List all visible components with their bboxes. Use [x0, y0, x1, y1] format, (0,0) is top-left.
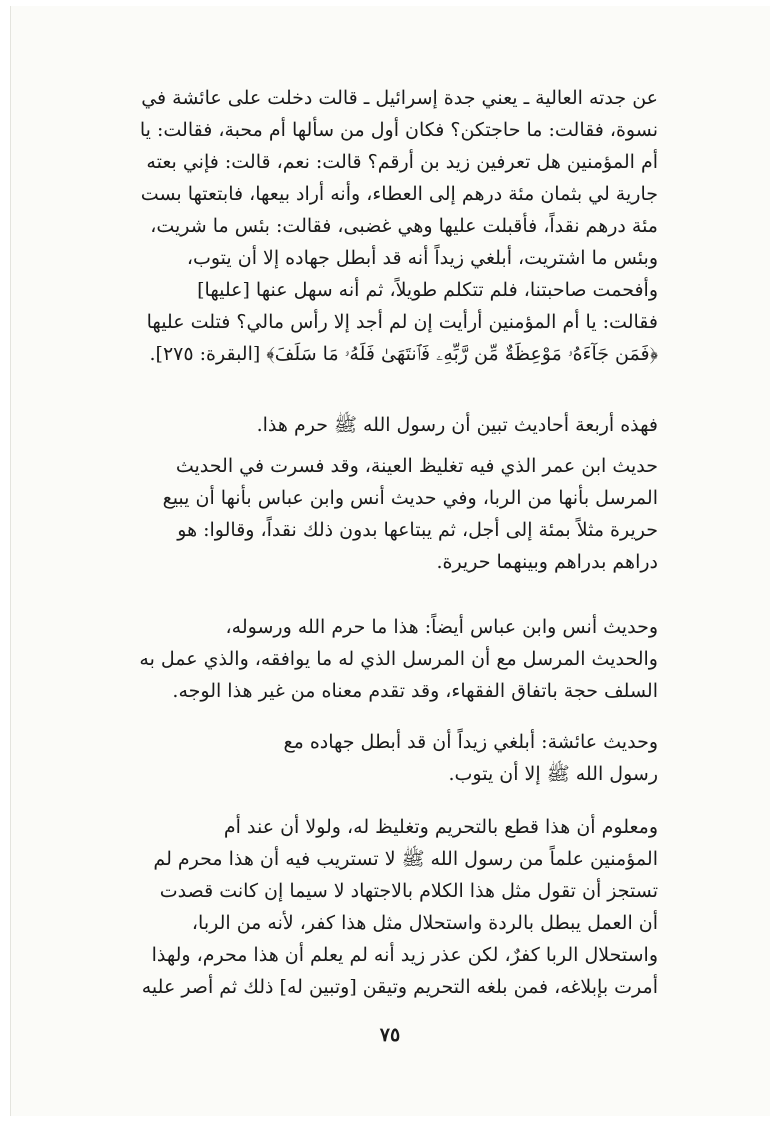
text-line: فهذه أربعة أحاديث تبين أن رسول الله ﷺ حرم هذا.: [256, 414, 658, 436]
text-line: أمرت بإبلاغه، فمن بلغه التحريم وتيقن [وتبين له] ذلك ثم أصر عليه: [141, 976, 658, 998]
text-line: حريرة مثلاً بمئة إلى أجل، ثم يبتاعها بدون ذلك نقداً، وقالوا: هو: [177, 519, 658, 541]
text-line: ومعلوم أن هذا قطع بالتحريم وتغليظ له، ولولا أن عند أم: [223, 816, 658, 838]
text-line: وبئس ما اشتريت، أبلغي زيداً أنه قد أبطل جهاده إلا أن يتوب،: [186, 247, 658, 269]
text-line: مئة درهم نقداً، فأقبلت عليها وهي غضبى، فقالت: بئس ما شريت،: [150, 215, 658, 237]
paragraph-prohibition-ruling: [118, 811, 658, 1003]
text-line: المؤمنين علماً من رسول الله ﷺ لا تستريب فيه أن هذا محرم لم: [153, 848, 658, 870]
paragraph-anas-ibn-abbas: [118, 611, 658, 707]
quran-verse-line: ﴿فَمَن جَآءَهُۥ مَوْعِظَةٌ مِّن رَّبِّهِۦ فَٱنتَهَىٰ فَلَهُۥ مَا سَلَفَ﴾ [البقرة: ٢٧٥].: [149, 343, 658, 365]
page-number: ٧٥: [379, 1024, 401, 1046]
text-line: دراهم بدراهم وبينهما حريرة.: [436, 551, 658, 573]
text-line: نسوة، فقالت: ما حاجتكن؟ فكان أول من سألها أم محبة، فقالت: يا: [139, 119, 658, 141]
paragraph-ibn-umar-hadith: [118, 450, 658, 578]
paragraph-hadith-aisha-story: [118, 82, 658, 370]
text-line: تستجز أن تقول مثل هذا الكلام بالاجتهاد لا سيما إن كانت قصدت: [159, 880, 658, 902]
text-line: أن العمل يبطل بالردة واستحلال مثل هذا كفر، لأنه من الربا،: [191, 912, 658, 934]
paragraph-four-hadiths: [118, 409, 658, 441]
text-line: السلف حجة باتفاق الفقهاء، وقد تقدم معناه من غير هذا الوجه.: [172, 680, 658, 702]
text-line: أم المؤمنين هل تعرفين زيد بن أرقم؟ قالت: نعم، قالت: فإني بعته: [146, 151, 658, 173]
text-line: رسول الله ﷺ إلا أن يتوب.: [448, 763, 658, 785]
text-line: وحديث عائشة: أبلغي زيداً أن قد أبطل جهاده مع: [283, 731, 658, 753]
text-line: وأفحمت صاحبتنا، فلم تتكلم طويلاً، ثم أنه سهل عنها [عليها]: [197, 279, 658, 301]
paragraph-aisha-hadith: [118, 726, 658, 790]
text-line: جارية لي بثمان مئة درهم إلى العطاء، وأنه أراد بيعها، فابتعتها بست: [140, 183, 658, 205]
text-line: واستحلال الربا كفرٌ، لكن عذر زيد أنه لم يعلم أن هذا محرم، ولهذا: [151, 944, 658, 966]
text-line: والحديث المرسل مع أن المرسل الذي له ما يوافقه، والذي عمل به: [139, 648, 658, 670]
text-line: حديث ابن عمر الذي فيه تغليظ العينة، وقد فسرت في الحديث: [175, 455, 658, 477]
text-line: عن جدته العالية ـ يعني جدة إسرائيل ـ قالت دخلت على عائشة في: [141, 87, 658, 109]
text-line: المرسل بأنها من الربا، وفي حديث أنس وابن عباس بأنها أن يبيع: [162, 487, 658, 509]
text-line: فقالت: يا أم المؤمنين أرأيت إن لم أجد إلا رأس مالي؟ فتلت عليها: [146, 311, 658, 333]
text-line: وحديث أنس وابن عباس أيضاً: هذا ما حرم الله ورسوله،: [225, 616, 658, 638]
